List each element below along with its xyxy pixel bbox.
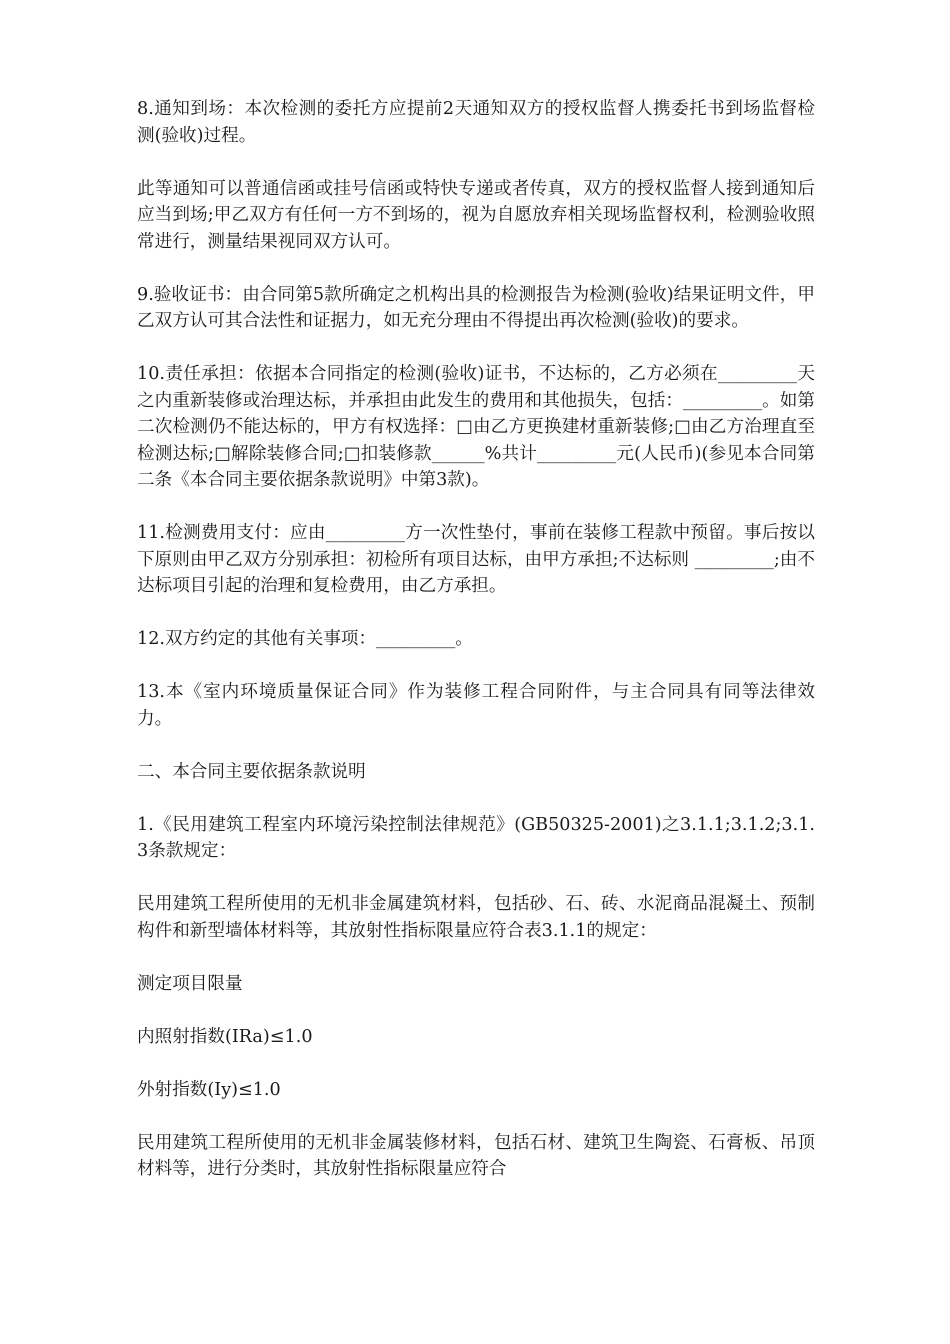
clause-10-liability: 10.责任承担：依据本合同指定的检测(验收)证书，不达标的，乙方必须在_________天之内重新装修或治理达标，并承担由此发生的费用和其他损失，包括：_________。如第二次检测仍不能达标的，甲方有权选择：□由乙方更换建材重新装修;□由乙方治理直至检测达标;□解除装修合同;□扣装修款______%共计_________元(人民币)(参见本合同第二条《本合同主要依据条款说明》中第3款)。 xyxy=(137,364,815,490)
document-page xyxy=(137,96,815,1209)
limit-heading: 测定项目限量 xyxy=(137,973,243,994)
basis-item-1: 1.《民用建筑工程室内环境污染控制法律规范》(GB50325-2001)之3.1.1;3.1.2;3.1.3条款规定： xyxy=(137,814,815,861)
limit-internal: 内照射指数(IRa)≤1.0 xyxy=(137,1026,313,1047)
section-heading: 二、本合同主要依据条款说明 xyxy=(137,761,366,782)
clause-13-effect: 13.本《室内环境质量保证合同》作为装修工程合同附件，与主合同具有同等法律效力。 xyxy=(137,682,815,729)
basis-paragraph: 民用建筑工程所使用的无机非金属建筑材料，包括砂、石、砖、水泥商品混凝土、预制构件和新型墙体材料等，其放射性指标限量应符合表3.1.1的规定： xyxy=(137,894,815,941)
limit-external: 外射指数(Iy)≤1.0 xyxy=(137,1079,281,1100)
clause-12-other: 12.双方约定的其他有关事项：_________。 xyxy=(137,629,473,649)
clause-11-fees: 11.检测费用支付：应由_________方一次性垫付，事前在装修工程款中预留。事后按以下原则由甲乙双方分别承担：初检所有项目达标，由甲方承担;不达标则 _________;由不达标项目引起的治理和复检费用，由乙方承担。 xyxy=(137,523,815,596)
clause-9-certificate: 9.验收证书：由合同第5款所确定之机构出具的检测报告为检测(验收)结果证明文件，甲乙双方认可其合法性和证据力，如无充分理由不得提出再次检测(验收)的要求。 xyxy=(137,284,815,331)
clause-8-notice-detail: 此等通知可以普通信函或挂号信函或特快专递或者传真，双方的授权监督人接到通知后应当到场;甲乙双方有任何一方不到场的，视为自愿放弃相关现场监督权利，检测验收照常进行，测量结果视同双方认可。 xyxy=(137,178,815,252)
decor-materials-paragraph: 民用建筑工程所使用的无机非金属装修材料，包括石材、建筑卫生陶瓷、石膏板、吊顶材料等，进行分类时，其放射性指标限量应符合 xyxy=(137,1132,815,1179)
clause-8-notice: 8.通知到场：本次检测的委托方应提前2天通知双方的授权监督人携委托书到场监督检测(验收)过程。 xyxy=(137,99,815,146)
